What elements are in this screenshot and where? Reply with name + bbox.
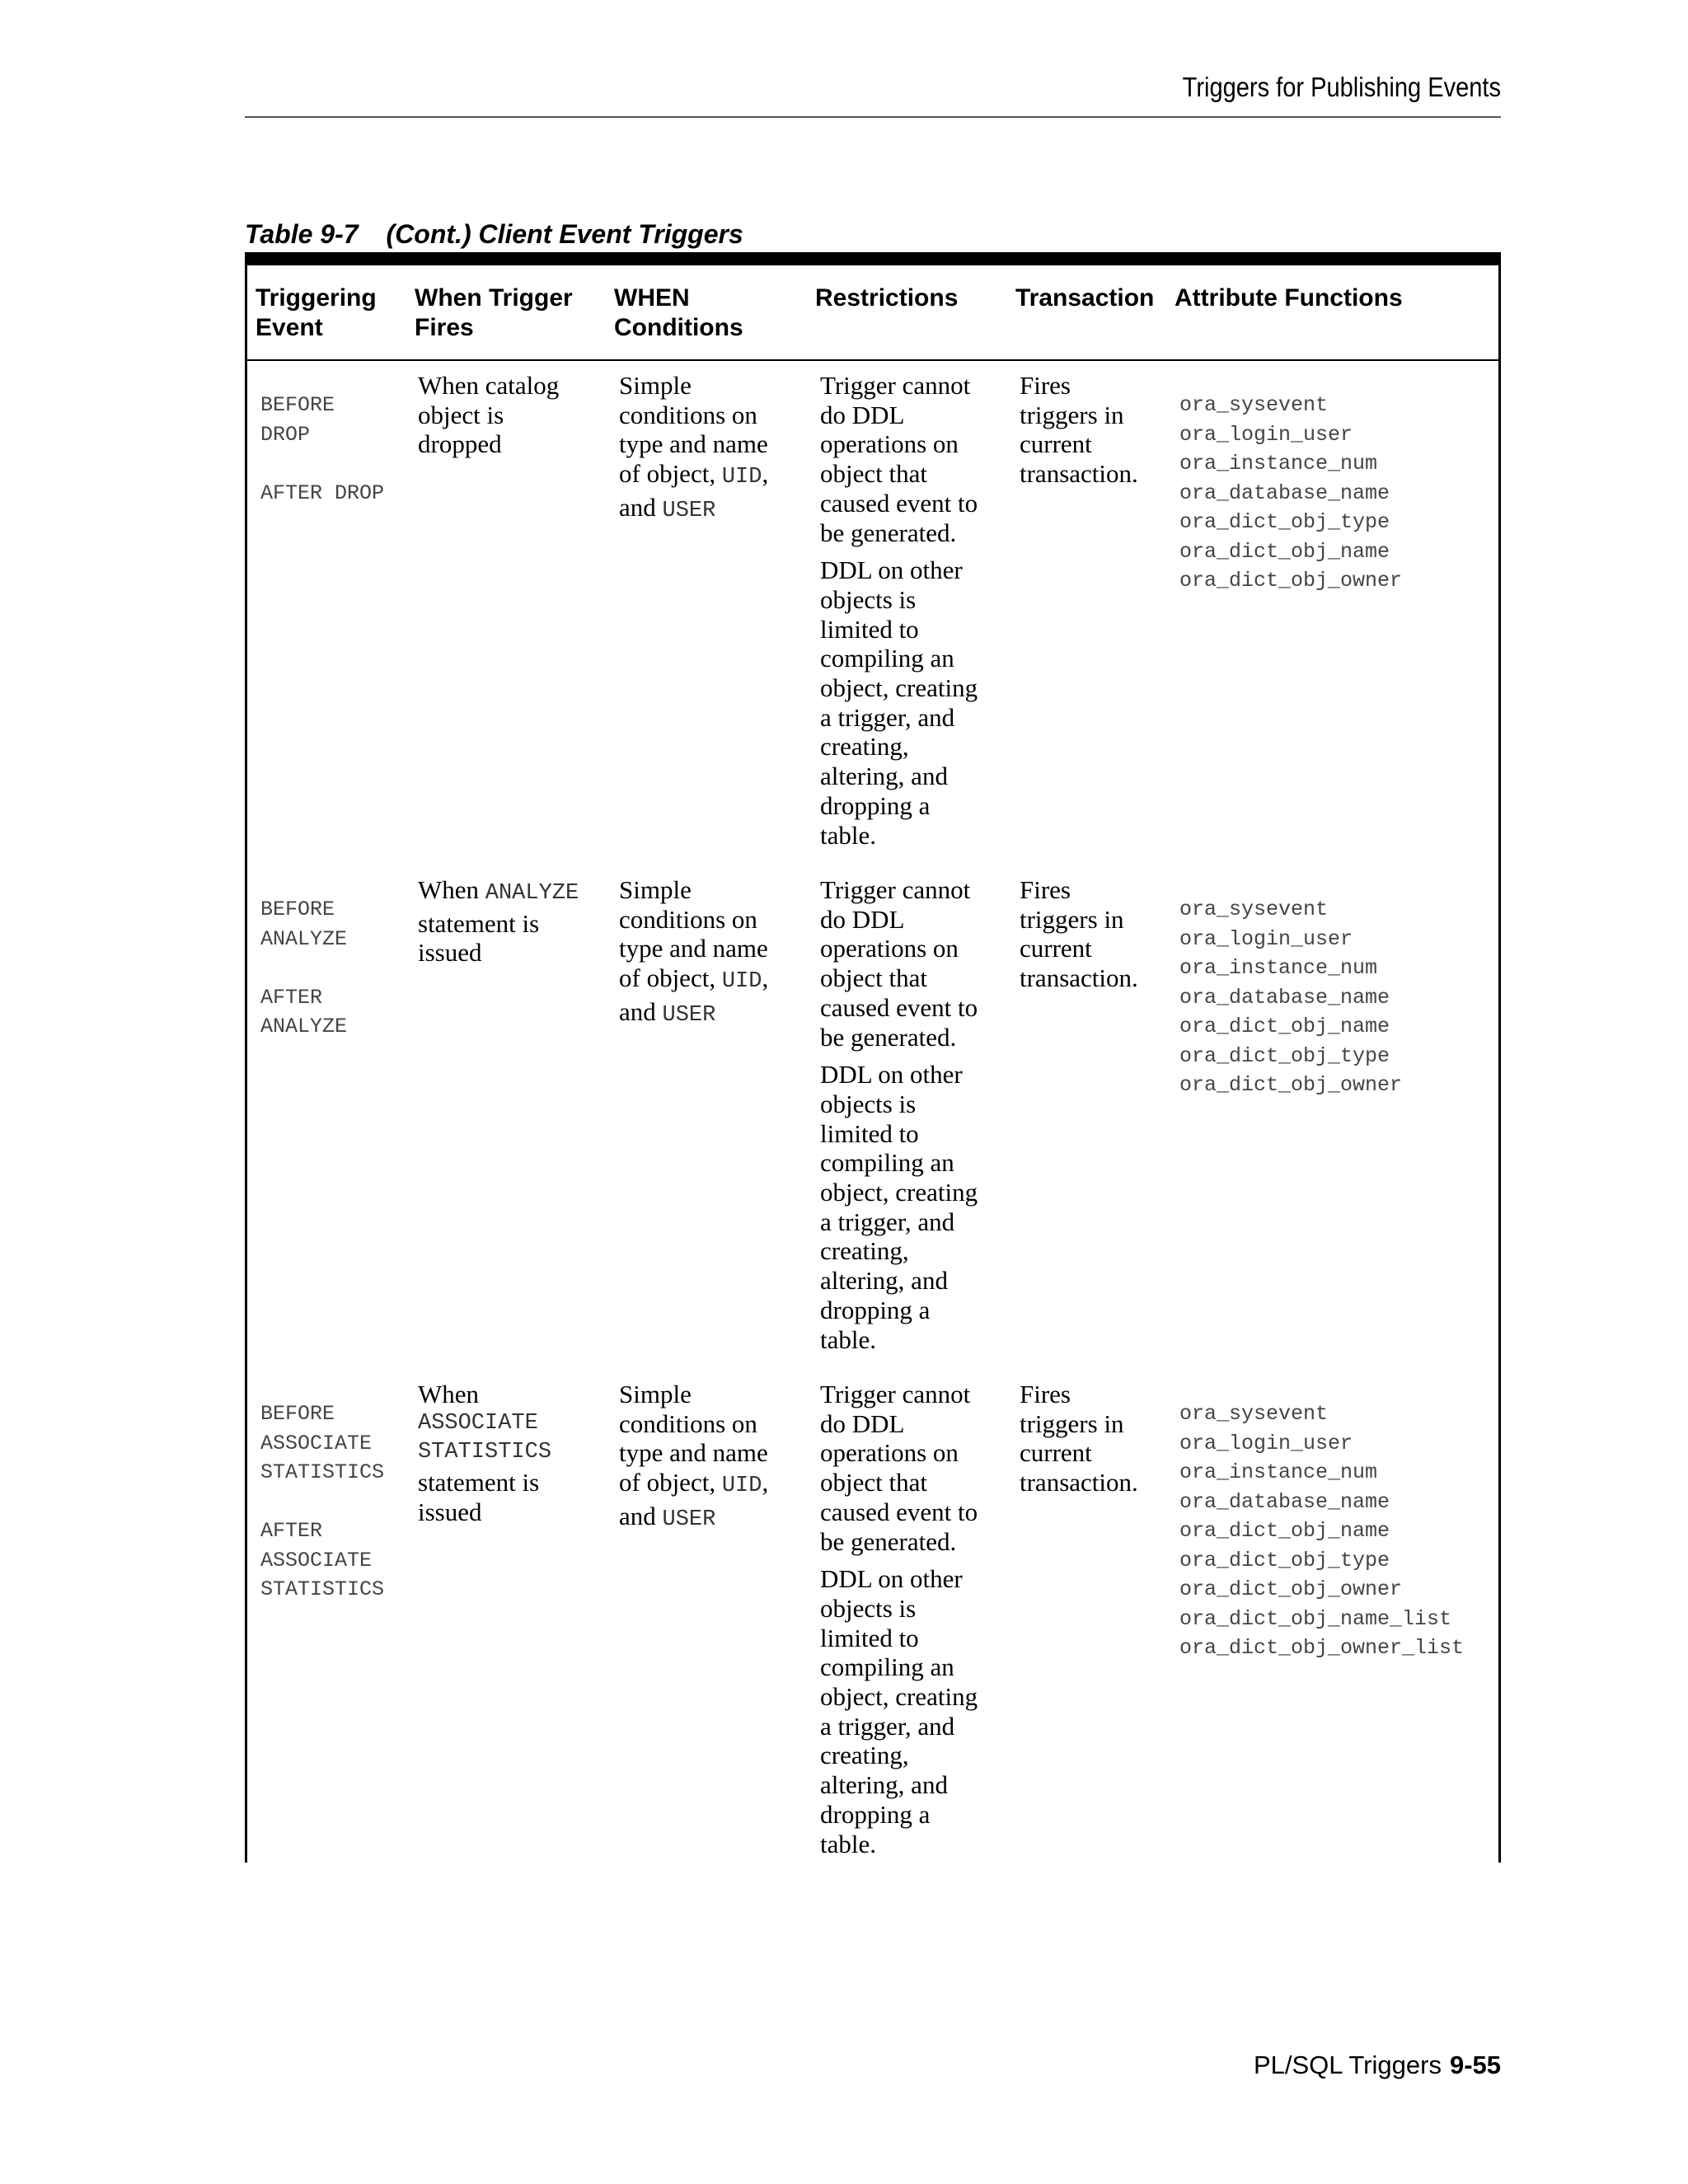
column-header-triggering-event: Triggering Event <box>256 284 377 341</box>
footer-chapter: PL/SQL Triggers <box>1253 2050 1442 2079</box>
table-number: Table 9-7 <box>245 219 359 249</box>
row-1-attribute-functions: ora_sysevent ora_login_user ora_instance_num ora_database_name ora_dict_obj_type ora_dict_obj_name ora_dict_obj_owner <box>1179 393 1403 593</box>
table-caption <box>245 218 743 251</box>
row-1-restrictions: Trigger cannot do DDL operations on object that caused event to be generated. DDL on other objects is limited to compiling an object, creating a trigger, and creating, altering, and dropping a table. <box>820 371 978 850</box>
row-1-transaction: Fires triggers in current transaction. <box>1020 371 1138 489</box>
header-row-rule <box>247 359 1498 361</box>
row-2-triggering-event: BEFORE ANALYZE AFTER ANALYZE <box>260 898 348 1038</box>
row-1-when-trigger-fires: When catalog object is dropped <box>418 371 560 459</box>
row-1-triggering-event: BEFORE DROP AFTER DROP <box>260 393 385 505</box>
row-3-when-conditions: Simple conditions on type and name of object, UID, and USER <box>619 1380 769 1532</box>
column-header-when-conditions: WHEN Conditions <box>614 284 743 341</box>
table-title: (Cont.) Client Event Triggers <box>386 219 743 249</box>
row-2-when-conditions: Simple conditions on type and name of object, UID, and USER <box>619 875 769 1028</box>
header-rule <box>245 116 1501 118</box>
row-3-restrictions: Trigger cannot do DDL operations on object that caused event to be generated. DDL on other objects is limited to compiling an object, creating a trigger, and creating, altering, and dropping a table. <box>820 1380 978 1858</box>
page-footer <box>1254 2049 1501 2082</box>
row-3-triggering-event: BEFORE ASSOCIATE STATISTICS AFTER ASSOCIATE STATISTICS <box>260 1402 385 1601</box>
running-header: Triggers for Publishing Events <box>1182 72 1501 102</box>
row-3-transaction: Fires triggers in current transaction. <box>1020 1380 1138 1497</box>
column-header-transaction: Transaction <box>1015 284 1155 312</box>
row-2-restrictions: Trigger cannot do DDL operations on object that caused event to be generated. DDL on other objects is limited to compiling an object, creating a trigger, and creating, altering, and dropping a table. <box>820 875 978 1354</box>
page-number: 9-55 <box>1449 2050 1501 2079</box>
row-3-attribute-functions: ora_sysevent ora_login_user ora_instance_num ora_database_name ora_dict_obj_name ora_dict_obj_type ora_dict_obj_owner ora_dict_obj_name_list ora_dict_obj_owner_list <box>1179 1402 1465 1660</box>
column-header-restrictions: Restrictions <box>815 284 959 312</box>
row-1-when-conditions: Simple conditions on type and name of object, UID, and USER <box>619 371 769 523</box>
column-header-attribute-functions: Attribute Functions <box>1175 284 1403 312</box>
row-2-when-trigger-fires: When ANALYZE statement is issued <box>418 875 579 968</box>
client-event-triggers-table <box>245 252 1501 1863</box>
column-header-when-trigger-fires: When Trigger Fires <box>415 284 573 341</box>
row-2-transaction: Fires triggers in current transaction. <box>1020 875 1138 993</box>
row-3-when-trigger-fires: When ASSOCIATE STATISTICS statement is issued <box>418 1380 552 1526</box>
row-2-attribute-functions: ora_sysevent ora_login_user ora_instance_num ora_database_name ora_dict_obj_name ora_dict_obj_type ora_dict_obj_owner <box>1179 898 1403 1097</box>
